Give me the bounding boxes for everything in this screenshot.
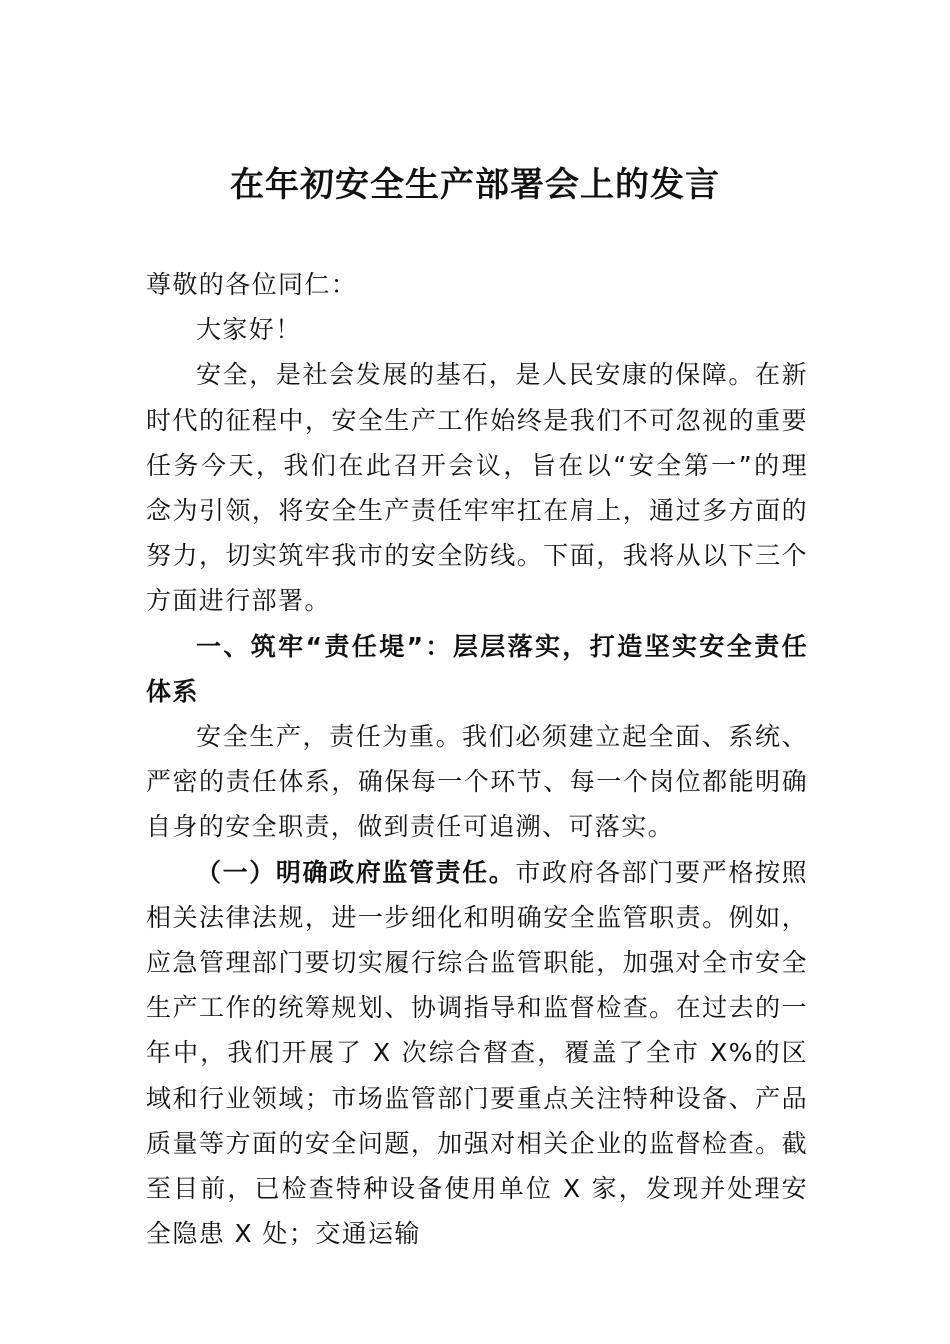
salutation: 尊敬的各位同仁： <box>146 270 358 299</box>
subsection-1-text: 市政府各部门要严格按照相关法律法规，进一步细化和明确安全监管职责。例如，应急管理部门要切实履行综合监管职能，加强对全市安全生产工作的统筹规划、协调指导和监督检查。在过去的一年中，我们开展了 X 次综合督查，覆盖了全市 X%的区域和行业领域；市场监管部门要重点关注特种设备、产品质量等方面的安全问题，加强对相关企业的监督检查。截至目前，已检查特种设备使用单位 X 家，发现并处理安全隐患 X 处；交通运输 <box>146 857 808 1249</box>
document-body <box>146 262 808 1256</box>
document-title: 在年初安全生产部署会上的发言 <box>230 165 720 205</box>
subsection-1-title: （一）明确政府监管责任。 <box>196 857 516 887</box>
greeting: 大家好！ <box>196 315 302 345</box>
subsection-1-paragraph <box>146 850 808 1257</box>
section-1-paragraph: 安全生产，责任为重。我们必须建立起全面、系统、严密的责任体系，确保每一个环节、每一个岗位都能明确自身的安全职责，做到责任可追溯、可落实。 <box>146 722 808 842</box>
section-1-heading: 一、筑牢“责任堤”：层层落实，打造坚实安全责任体系 <box>146 631 808 706</box>
intro-paragraph: 安全，是社会发展的基石，是人民安康的保障。在新时代的征程中，安全生产工作始终是我们不可忽视的重要任务今天，我们在此召开会议，旨在以“安全第一”的理念为引领，将安全生产责任牢牢扛在肩上，通过多方面的努力，切实筑牢我市的安全防线。下面，我将从以下三个方面进行部署。 <box>146 360 808 616</box>
